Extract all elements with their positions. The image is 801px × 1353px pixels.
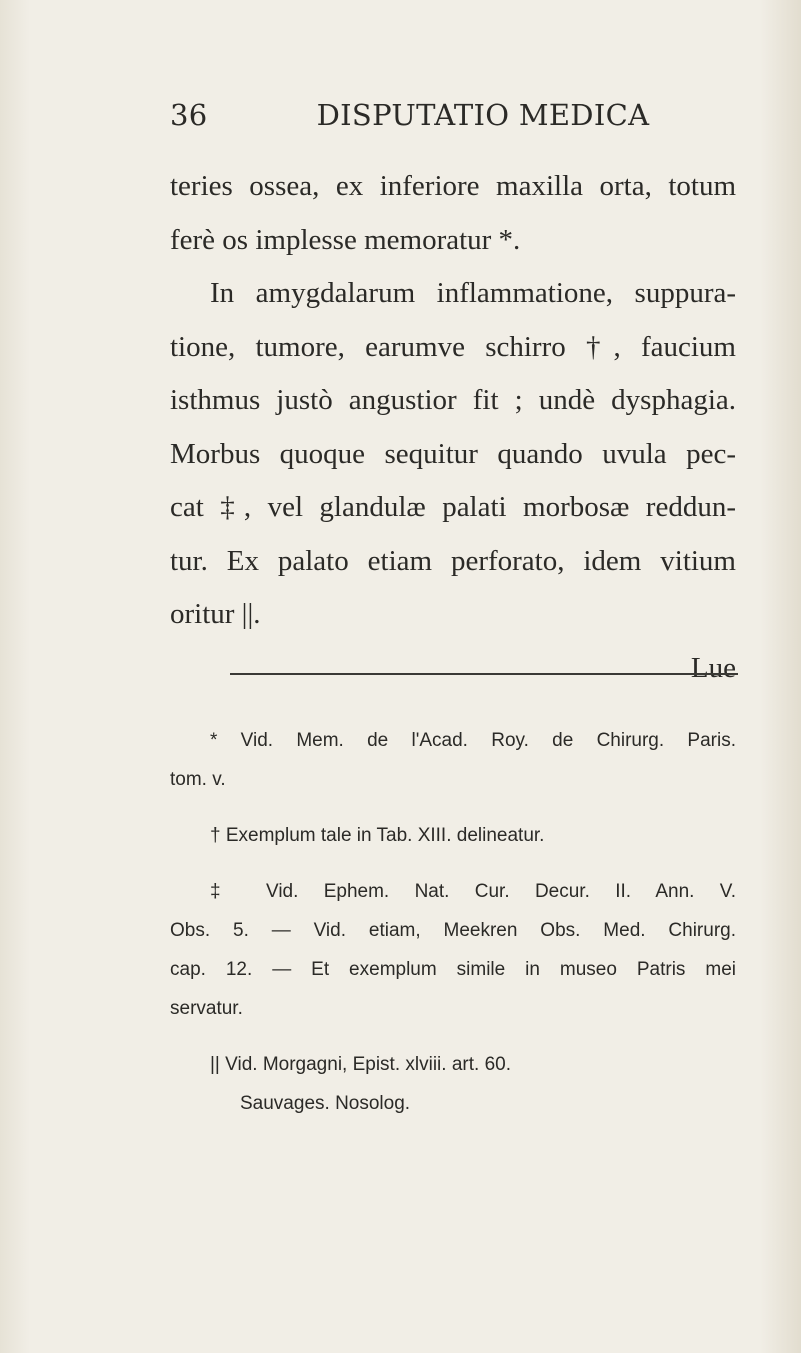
text-line: tur. Ex palato etiam perforato, idem vitium bbox=[170, 544, 736, 577]
footnote-line: Obs. 5. — Vid. etiam, Meekren Obs. Med. Chirurg. bbox=[170, 920, 736, 941]
text-line: In amygdalarum inflammatione, suppura- bbox=[210, 277, 736, 309]
text-line: ferè os implesse memoratur *. bbox=[170, 223, 521, 256]
main-text bbox=[170, 160, 736, 695]
text-line: teries ossea, ex inferiore maxilla orta, totum bbox=[170, 170, 736, 202]
footnote-dagger bbox=[170, 816, 736, 855]
text-line: tione, tumore, earumve schirro †, faucium bbox=[170, 330, 736, 363]
text-line: Morbus quoque sequitur quando uvula pec- bbox=[170, 437, 736, 470]
footnote-line: ‡ Vid. Ephem. Nat. Cur. Decur. II. Ann. V. bbox=[210, 881, 736, 902]
footnote-line: || Vid. Morgagni, Epist. xlviii. art. 60. bbox=[210, 1054, 511, 1075]
footnote-asterisk bbox=[170, 721, 736, 799]
footnotes bbox=[170, 721, 736, 1140]
footnote-double-dagger bbox=[170, 872, 736, 1028]
running-title: DISPUTATIO MEDICA bbox=[316, 98, 650, 132]
footnote-line: tom. v. bbox=[170, 769, 226, 790]
footnote-line: † Exemplum tale in Tab. XIII. delineatur. bbox=[210, 825, 545, 846]
footnote-line: servatur. bbox=[170, 998, 243, 1019]
text-line: isthmus justò angustior fit ; undè dysphagia. bbox=[170, 384, 736, 416]
footnote-parallel bbox=[170, 1045, 736, 1123]
text-line: oritur ||. bbox=[170, 598, 261, 630]
footnote-line: Sauvages. Nosolog. bbox=[240, 1093, 411, 1114]
footnote-divider bbox=[230, 673, 738, 675]
catchword: Lue bbox=[690, 651, 736, 684]
page-number: 36 bbox=[170, 98, 208, 132]
footnote-line: cap. 12. — Et exemplum simile in museo Patris mei bbox=[170, 959, 736, 980]
text-line: cat ‡, vel glandulæ palati morbosæ reddun- bbox=[170, 491, 736, 523]
footnote-line: * Vid. Mem. de l'Acad. Roy. de Chirurg. Paris. bbox=[210, 730, 736, 751]
